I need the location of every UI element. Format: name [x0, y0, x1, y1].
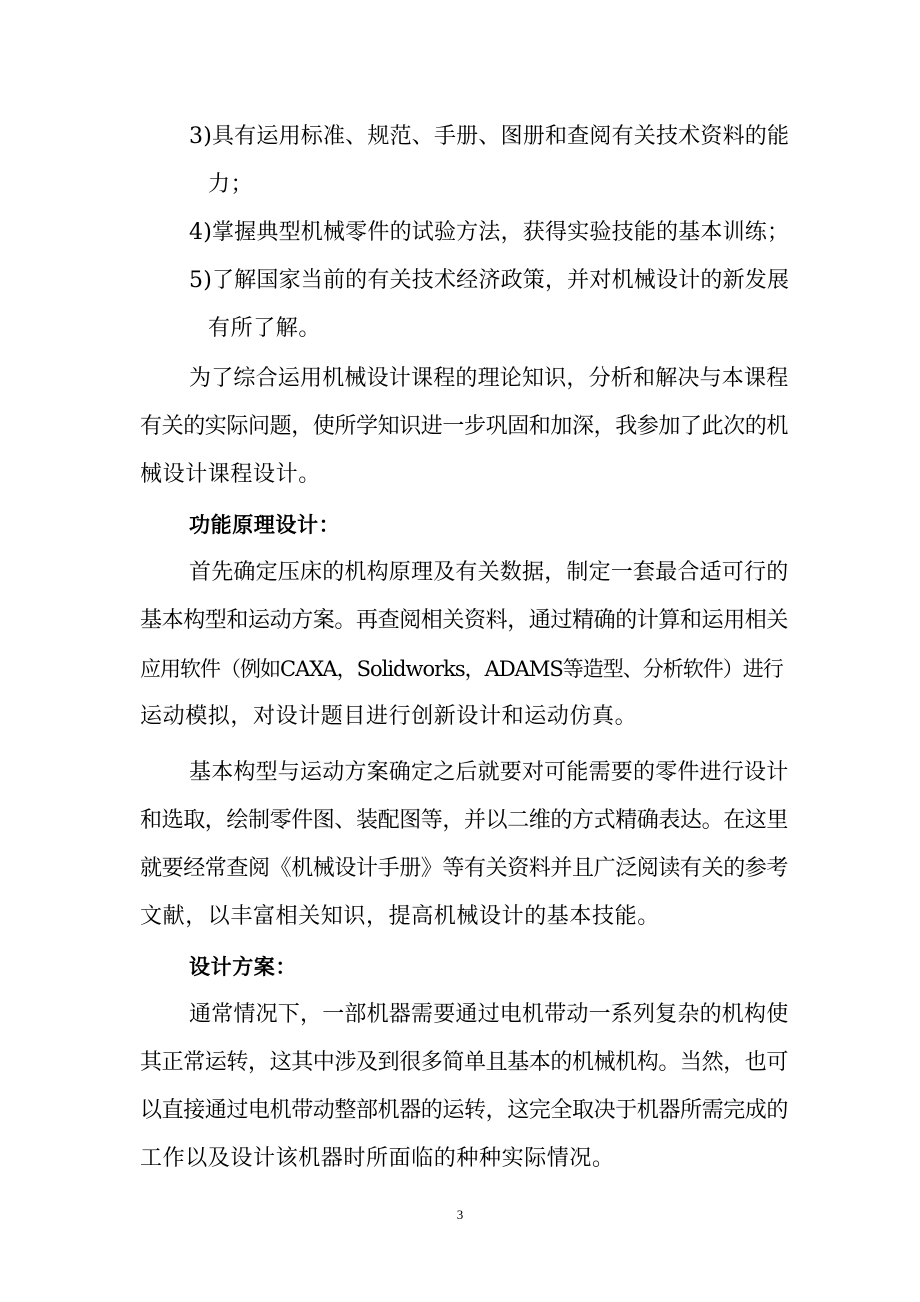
intro-paragraph-line-3: 械设计课程设计。 — [140, 462, 321, 487]
principle-paragraph-1-line-3: 应用软件（例如CAXA，Solidworks，ADAMS等造型、分析软件）进行 — [140, 657, 783, 681]
scheme-paragraph-line-1: 通常情况下，一部机器需要通过电机带动一系列复杂的机构使 — [189, 1002, 789, 1027]
principle-paragraph-2-line-1: 基本构型与运动方案确定之后就要对可能需要的零件进行设计 — [189, 760, 789, 785]
scheme-paragraph-line-2: 其正常运转，这其中涉及到很多简单且基本的机械机构。当然，也可 — [140, 1050, 789, 1075]
principle-paragraph-1-line-1: 首先确定压床的机构原理及有关数据，制定一套最合适可行的 — [189, 560, 789, 585]
list-item-5-line-1: 5)了解国家当前的有关技术经济政策，并对机械设计的新发展 — [189, 268, 790, 293]
principle-paragraph-2-line-3: 就要经常查阅《机械设计手册》等有关资料并且广泛阅读有关的参考 — [140, 856, 789, 881]
list-item-4-line-1: 4)掌握典型机械零件的试验方法，获得实验技能的基本训练； — [189, 220, 790, 245]
scheme-paragraph-line-3: 以直接通过电机带动整部机器的运转，这完全取决于机器所需完成的 — [140, 1098, 789, 1123]
section-heading-scheme: 设计方案： — [189, 955, 297, 979]
list-item-3-line-2: 力； — [208, 172, 254, 197]
principle-paragraph-1-line-4: 运动模拟，对设计题目进行创新设计和运动仿真。 — [140, 704, 638, 729]
principle-paragraph-1-line-2: 基本构型和运动方案。再查阅相关资料，通过精确的计算和运用相关 — [140, 608, 789, 633]
intro-paragraph-line-2: 有关的实际问题，使所学知识进一步巩固和加深，我参加了此次的机 — [140, 414, 789, 439]
principle-paragraph-2-line-2: 和选取，绘制零件图、装配图等，并以二维的方式精确表达。在这里 — [140, 808, 789, 833]
list-item-3-line-1: 3)具有运用标准、规范、手册、图册和查阅有关技术资料的能 — [189, 124, 790, 149]
intro-paragraph-line-1: 为了综合运用机械设计课程的理论知识，分析和解决与本课程 — [189, 366, 789, 391]
section-heading-principle: 功能原理设计： — [189, 513, 341, 537]
principle-paragraph-2-line-4: 文献，以丰富相关知识，提高机械设计的基本技能。 — [140, 904, 660, 929]
scheme-paragraph-line-4: 工作以及设计该机器时所面临的种种实际情况。 — [140, 1146, 615, 1171]
page-number: 3 — [456, 1207, 464, 1222]
list-item-5-line-2: 有所了解。 — [208, 316, 322, 341]
